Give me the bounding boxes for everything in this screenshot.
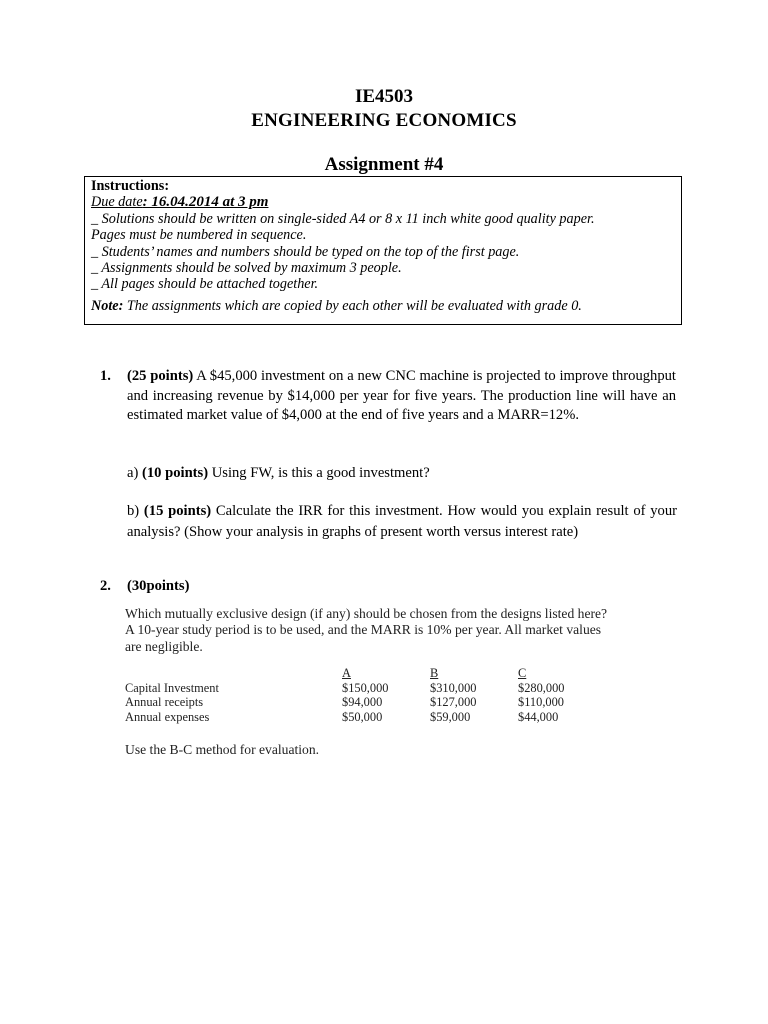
note-label: Note: [91,297,124,314]
due-label: Due date [91,194,143,211]
table-row [125,710,606,725]
instruction-line: _ All pages should be attached together. [91,276,319,293]
instruction-line: _ Solutions should be written on single-sided A4 or 8 x 11 inch white good quality paper. [91,210,595,227]
table-cell: $50,000 [342,709,383,724]
question-2-number: 2. [100,578,111,594]
note [91,298,675,314]
question-1-text: A $45,000 investment on a new CNC machine is projected to improve throughput and increasing revenue by $14,000 per year for five years. The production line will have an estimated market value of $4,000 at the end of five years and a MARR=12%. [127,368,676,423]
instructions-heading: Instructions: [91,178,170,194]
method-instruction: Use the B-C method for evaluation. [125,742,320,757]
course-name: ENGINEERING ECONOMICS [251,110,517,131]
question-1b [127,501,677,543]
problem-line: are negligible. [125,638,203,654]
row-label: Annual expenses [125,709,210,724]
column-header: B [430,666,439,681]
question-1a [127,463,677,484]
question-2-points-label: (30points) [127,578,190,594]
instruction-line: _ Assignments should be solved by maximum 3 people. [91,260,402,277]
question-1-number: 1. [100,368,111,384]
question-2-problem [125,606,665,655]
row-label: Annual receipts [125,695,204,710]
question-1 [100,367,676,426]
problem-line: A 10-year study period is to be used, and the MARR is 10% per year. All market values [125,622,602,638]
course-code: IE4503 [354,86,414,107]
instructions-box [84,176,682,325]
table-header-row [125,666,606,681]
due-date [91,194,675,210]
question-1b-text: Calculate the IRR for this investment. How would you explain result of your analysis? (Show your analysis in graphs of present worth versus interest rate) [127,503,678,540]
column-header: C [518,666,527,681]
note-text: The assignments which are copied by each other will be evaluated with grade 0. [123,297,582,314]
question-2-points [127,577,676,597]
instruction-line: _ Students’ names and numbers should be typed on the top of the first page. [91,243,520,260]
table-cell: $94,000 [342,695,383,710]
table-cell: $280,000 [518,680,565,695]
question-1a-points: (10 points) [142,465,209,481]
question-2 [100,577,676,597]
due-value: : 16.04.2014 at 3 pm [142,194,269,211]
instruction-line: Pages must be numbered in sequence. [91,227,307,244]
table-cell: $150,000 [342,680,389,695]
table-row [125,695,606,710]
table-cell: $310,000 [430,680,477,695]
assignment-title: Assignment #4 [324,154,444,175]
question-1b-points: (15 points) [143,503,212,519]
table-cell: $44,000 [518,709,559,724]
column-header: A [342,666,351,681]
table-cell: $127,000 [430,695,477,710]
row-label: Capital Investment [125,680,219,695]
table-corner [125,666,342,681]
question-1a-label: a) [127,465,142,481]
problem-line: Which mutually exclusive design (if any) should be chosen from the designs listed here? [125,606,608,621]
table-cell: $110,000 [518,695,565,710]
table-cell: $59,000 [430,709,471,724]
question-1-points: (25 points) [127,368,194,384]
question-1-body [127,367,676,426]
table-row [125,681,606,696]
design-table [125,666,606,724]
question-1b-label: b) [127,503,144,519]
question-1a-text: Using FW, is this a good investment? [208,465,430,481]
